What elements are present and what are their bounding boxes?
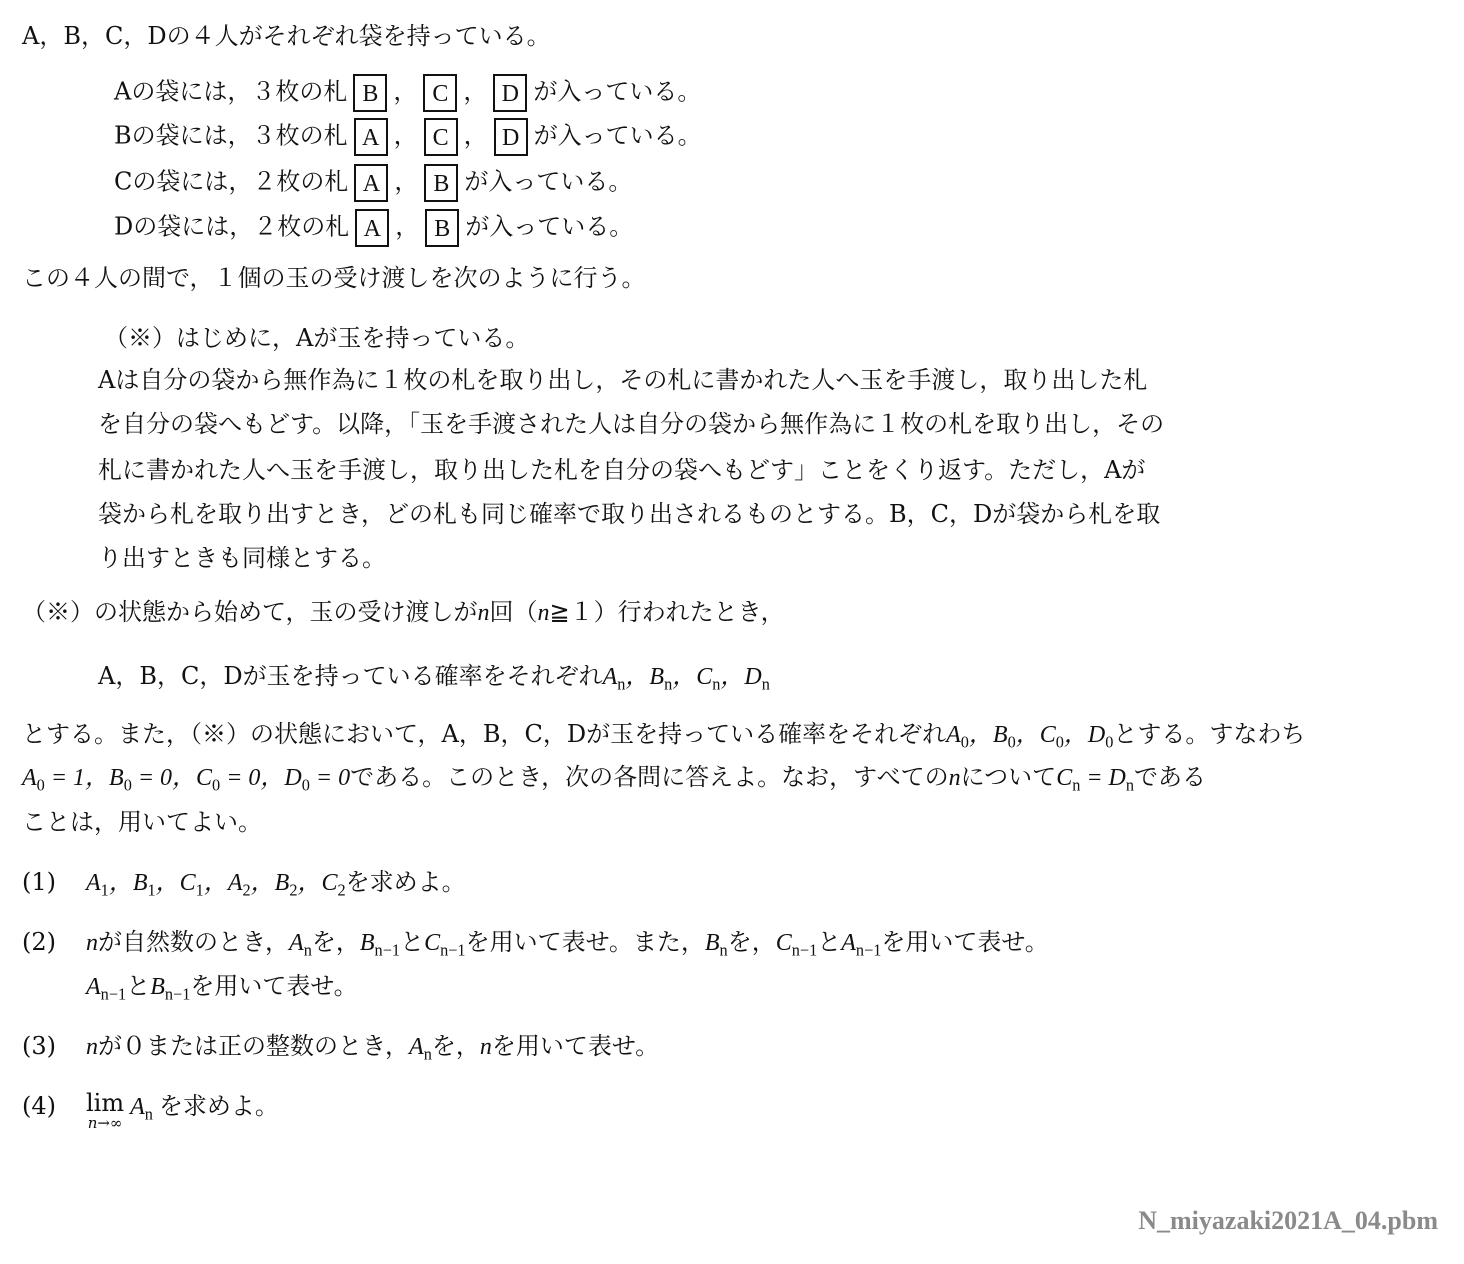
paragraph-line: ことは，用いてよい。 bbox=[22, 808, 262, 836]
card-d: D bbox=[494, 118, 528, 156]
question-number: (2) bbox=[22, 928, 56, 956]
paragraph-line bbox=[22, 718, 1305, 751]
var-n: n bbox=[86, 1034, 98, 1060]
math: $A_n$ bbox=[289, 930, 312, 960]
file-label: N_miyazaki2021A_04.pbm bbox=[1138, 1206, 1438, 1235]
math: $A_1$，$B_1$，$C_1$，$A_2$，$B_2$，$C_2$ bbox=[86, 870, 346, 900]
var-n: n bbox=[948, 765, 961, 791]
math: $A_n$，$B_n$，$C_n$，$D_n$ bbox=[602, 664, 770, 694]
math: $A_n$ bbox=[130, 1094, 153, 1124]
lim-subscript: n→∞ bbox=[87, 1114, 123, 1132]
bag-tail: が入っている。 bbox=[533, 77, 702, 106]
procedure-line: 札に書かれた人へ玉を手渡し，取り出した札を自分の袋へもどす」ことをくり返す。ただし，Aが bbox=[98, 456, 1146, 484]
bag-line-a bbox=[114, 74, 701, 112]
text: を求めよ。 bbox=[158, 1092, 279, 1120]
text: と bbox=[126, 972, 151, 1000]
math: $A_0 = 1$，$B_0 = 0$，$C_0 = 0$，$D_0 = 0$ bbox=[22, 765, 351, 795]
card-a: A bbox=[355, 209, 389, 247]
lim-text: lim bbox=[86, 1089, 125, 1117]
text: を用いて表せ。 bbox=[491, 1032, 660, 1060]
card-c: C bbox=[423, 74, 457, 112]
var-n: n bbox=[479, 1034, 492, 1060]
question-3 bbox=[22, 1030, 659, 1063]
card-d: D bbox=[493, 74, 527, 112]
sep: ， bbox=[463, 121, 488, 150]
sep: ， bbox=[393, 77, 418, 106]
bag-tail: が入っている。 bbox=[533, 121, 702, 150]
text: と bbox=[817, 928, 842, 956]
text: （※）の状態から始めて，玉の受け渡しが bbox=[22, 598, 478, 626]
procedure-line: り出すときも同様とする。 bbox=[98, 544, 386, 572]
text: ≧１）行われたとき， bbox=[549, 598, 785, 626]
card-b: B bbox=[353, 74, 387, 112]
text: とする。すなわち bbox=[1113, 720, 1306, 748]
math: $A_0$，$B_0$，$C_0$，$D_0$ bbox=[946, 722, 1114, 752]
bag-head: Aの袋には，３枚の札 bbox=[114, 77, 348, 106]
card-b: B bbox=[424, 164, 458, 202]
bag-tail: が入っている。 bbox=[465, 212, 634, 241]
bag-line-c bbox=[114, 164, 632, 202]
text: を， bbox=[727, 928, 776, 956]
state-line bbox=[22, 596, 785, 629]
question-1 bbox=[22, 866, 466, 899]
limit-expression bbox=[86, 1090, 124, 1130]
procedure-line: を自分の袋へもどす。以降，「玉を手渡された人は自分の袋から無作為に１枚の札を取り出し，その bbox=[98, 410, 1165, 438]
bag-line-d bbox=[114, 209, 633, 247]
question-2 bbox=[22, 926, 1049, 959]
question-number: (4) bbox=[22, 1092, 56, 1120]
bag-head: Dの袋には，２枚の札 bbox=[114, 212, 350, 241]
var-n: n bbox=[477, 600, 490, 626]
question-number: (3) bbox=[22, 1032, 56, 1060]
procedure-line: 袋から札を取り出すとき，どの札も同じ確率で取り出されるものとする。B，C，Dが袋から札を取 bbox=[98, 500, 1161, 528]
card-a: A bbox=[354, 118, 388, 156]
card-a: A bbox=[354, 164, 388, 202]
math: $A_{n-1}$ bbox=[841, 930, 882, 960]
card-c: C bbox=[424, 118, 458, 156]
bag-line-b bbox=[114, 118, 702, 156]
var-n: n bbox=[537, 600, 550, 626]
procedure-line: Aは自分の袋から無作為に１枚の札を取り出し，その札に書かれた人へ玉を手渡し，取り出した札 bbox=[98, 366, 1148, 394]
card-b: B bbox=[425, 209, 459, 247]
sep: ， bbox=[393, 121, 418, 150]
text: 回（ bbox=[489, 598, 538, 626]
sep: ， bbox=[394, 167, 419, 196]
definition-line bbox=[98, 660, 770, 693]
math: $C_n = D_n$ bbox=[1056, 765, 1135, 795]
math: $C_{n-1}$ bbox=[775, 930, 818, 960]
text: について bbox=[960, 763, 1057, 791]
text: が０または正の整数のとき， bbox=[98, 1032, 410, 1060]
text: を用いて表せ。また， bbox=[465, 928, 705, 956]
bag-head: Cの袋には，２枚の札 bbox=[114, 167, 349, 196]
text: である。このとき，次の各問に答えよ。なお，すべての bbox=[350, 763, 949, 791]
math: $B_n$ bbox=[704, 930, 728, 960]
bag-head: Bの袋には，３枚の札 bbox=[114, 121, 348, 150]
math: $C_{n-1}$ bbox=[424, 930, 466, 960]
math: $B_{n-1}$ bbox=[150, 974, 191, 1004]
paragraph-line bbox=[22, 761, 1206, 794]
text: である bbox=[1134, 763, 1207, 791]
text: を求めよ。 bbox=[345, 868, 466, 896]
sep: ， bbox=[463, 77, 488, 106]
text: を， bbox=[311, 928, 360, 956]
text: と bbox=[400, 928, 425, 956]
math: $A_n$ bbox=[409, 1034, 432, 1064]
text: を用いて表せ。 bbox=[190, 972, 358, 1000]
sep: ， bbox=[395, 212, 420, 241]
question-number: (1) bbox=[22, 868, 56, 896]
text: A，B，C，Dが玉を持っている確率をそれぞれ bbox=[98, 662, 603, 690]
math: $A_{n-1}$ bbox=[86, 974, 127, 1004]
transfer-intro: この４人の間で，１個の玉の受け渡しを次のように行う。 bbox=[22, 264, 646, 292]
text: が自然数のとき， bbox=[98, 928, 290, 956]
initial-state: （※）はじめに，Aが玉を持っている。 bbox=[104, 324, 530, 352]
text: とする。また，（※）の状態において，A，B，C，Dが玉を持っている確率をそれぞれ bbox=[22, 720, 947, 748]
question-2-cont bbox=[86, 970, 358, 1003]
math: $B_{n-1}$ bbox=[359, 930, 401, 960]
intro-line: A，B，C，Dの４人がそれぞれ袋を持っている。 bbox=[22, 22, 551, 50]
question-4 bbox=[22, 1090, 279, 1130]
bag-tail: が入っている。 bbox=[464, 167, 633, 196]
text: を， bbox=[431, 1032, 480, 1060]
var-n: n bbox=[86, 930, 98, 956]
text: を用いて表せ。 bbox=[881, 928, 1049, 956]
